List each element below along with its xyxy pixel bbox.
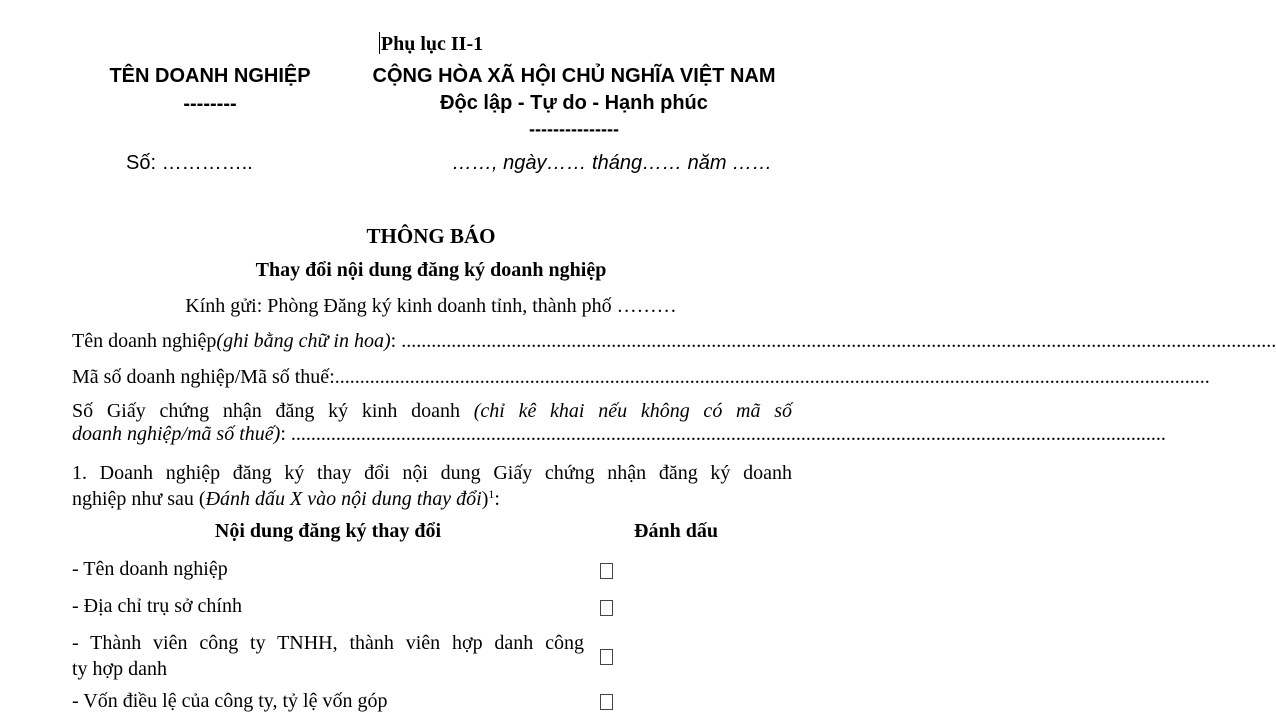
certificate-note-2: doanh nghiệp/mã số thuế) xyxy=(72,423,281,445)
company-name-dots: ............................................................................................................................................................................... xyxy=(401,330,1276,352)
section-1-line-2 xyxy=(72,486,792,512)
table-row-label: - Tên doanh nghiệp xyxy=(72,558,228,580)
checkbox[interactable] xyxy=(600,563,613,579)
company-name-placeholder: TÊN DOANH NGHIỆP xyxy=(109,65,311,87)
certificate-suffix: : xyxy=(280,423,286,445)
section-1-line-1: 1. Doanh nghiệp đăng ký thay đổi nội dung Giấy chứng nhận đăng ký doanh xyxy=(72,462,792,484)
certificate-label: Số Giấy chứng nhận đăng ký kinh doanh xyxy=(72,400,474,422)
national-title: CỘNG HÒA XÃ HỘI CHỦ NGHĨA VIỆT NAM xyxy=(372,65,776,87)
tax-code-label: Mã số doanh nghiệp/Mã số thuế: xyxy=(72,366,335,388)
column-header-mark: Đánh dấu xyxy=(634,520,718,542)
checkbox[interactable] xyxy=(600,694,613,710)
national-motto: Độc lập - Tự do - Hạnh phúc xyxy=(440,92,708,114)
document-subtitle: Thay đổi nội dung đăng ký doanh nghiệp xyxy=(255,259,607,281)
checkbox[interactable] xyxy=(600,649,613,665)
table-row-label: - Địa chỉ trụ sở chính xyxy=(72,595,242,617)
document-date: ……, ngày…… tháng…… năm …… xyxy=(452,152,773,174)
company-name-label: Tên doanh nghiệp xyxy=(72,330,217,352)
table-row-label: - Vốn điều lệ của công ty, tỷ lệ vốn góp xyxy=(72,690,388,712)
certificate-line-2 xyxy=(72,423,1166,446)
section-1-instruction: Đánh dấu X vào nội dung thay đổi xyxy=(205,488,482,510)
appendix-title: Phụ lục II-1 xyxy=(380,33,484,55)
tax-code-dots: ............................................................................................................................................................................... xyxy=(334,366,1210,388)
company-name-suffix: : xyxy=(390,330,397,352)
company-name-field xyxy=(72,330,1276,353)
certificate-line-1 xyxy=(72,400,792,423)
table-row-label-line-2: ty hợp danh xyxy=(72,658,168,680)
company-name-note: (ghi bằng chữ in hoa) xyxy=(216,330,391,352)
table-row-label xyxy=(72,630,584,682)
section-1-colon: : xyxy=(494,488,500,510)
section-1-prefix: nghiệp như sau ( xyxy=(72,488,206,510)
checkbox[interactable] xyxy=(600,600,613,616)
motto-divider: --------------- xyxy=(529,119,619,139)
certificate-number-field xyxy=(72,400,1166,446)
certificate-note-1: (chỉ kê khai nếu không có mã số xyxy=(473,400,793,422)
section-1 xyxy=(72,460,792,512)
table-row-label-line-1: - Thành viên công ty TNHH, thành viên hợp danh công xyxy=(72,632,584,654)
company-divider: -------- xyxy=(183,93,237,115)
certificate-dots: ............................................................................................................................................................................... xyxy=(290,423,1166,445)
tax-code-field xyxy=(72,366,1210,389)
document-title: THÔNG BÁO xyxy=(366,224,496,248)
section-1-close: ) xyxy=(481,488,489,510)
text-cursor xyxy=(379,32,380,54)
column-header-content: Nội dung đăng ký thay đổi xyxy=(214,520,442,542)
recipient-line: Kính gửi: Phòng Đăng ký kinh doanh tỉnh, thành phố ……… xyxy=(185,295,677,317)
document-number: Số: ………….. xyxy=(126,152,253,174)
footnote-marker: 1 xyxy=(488,487,495,501)
